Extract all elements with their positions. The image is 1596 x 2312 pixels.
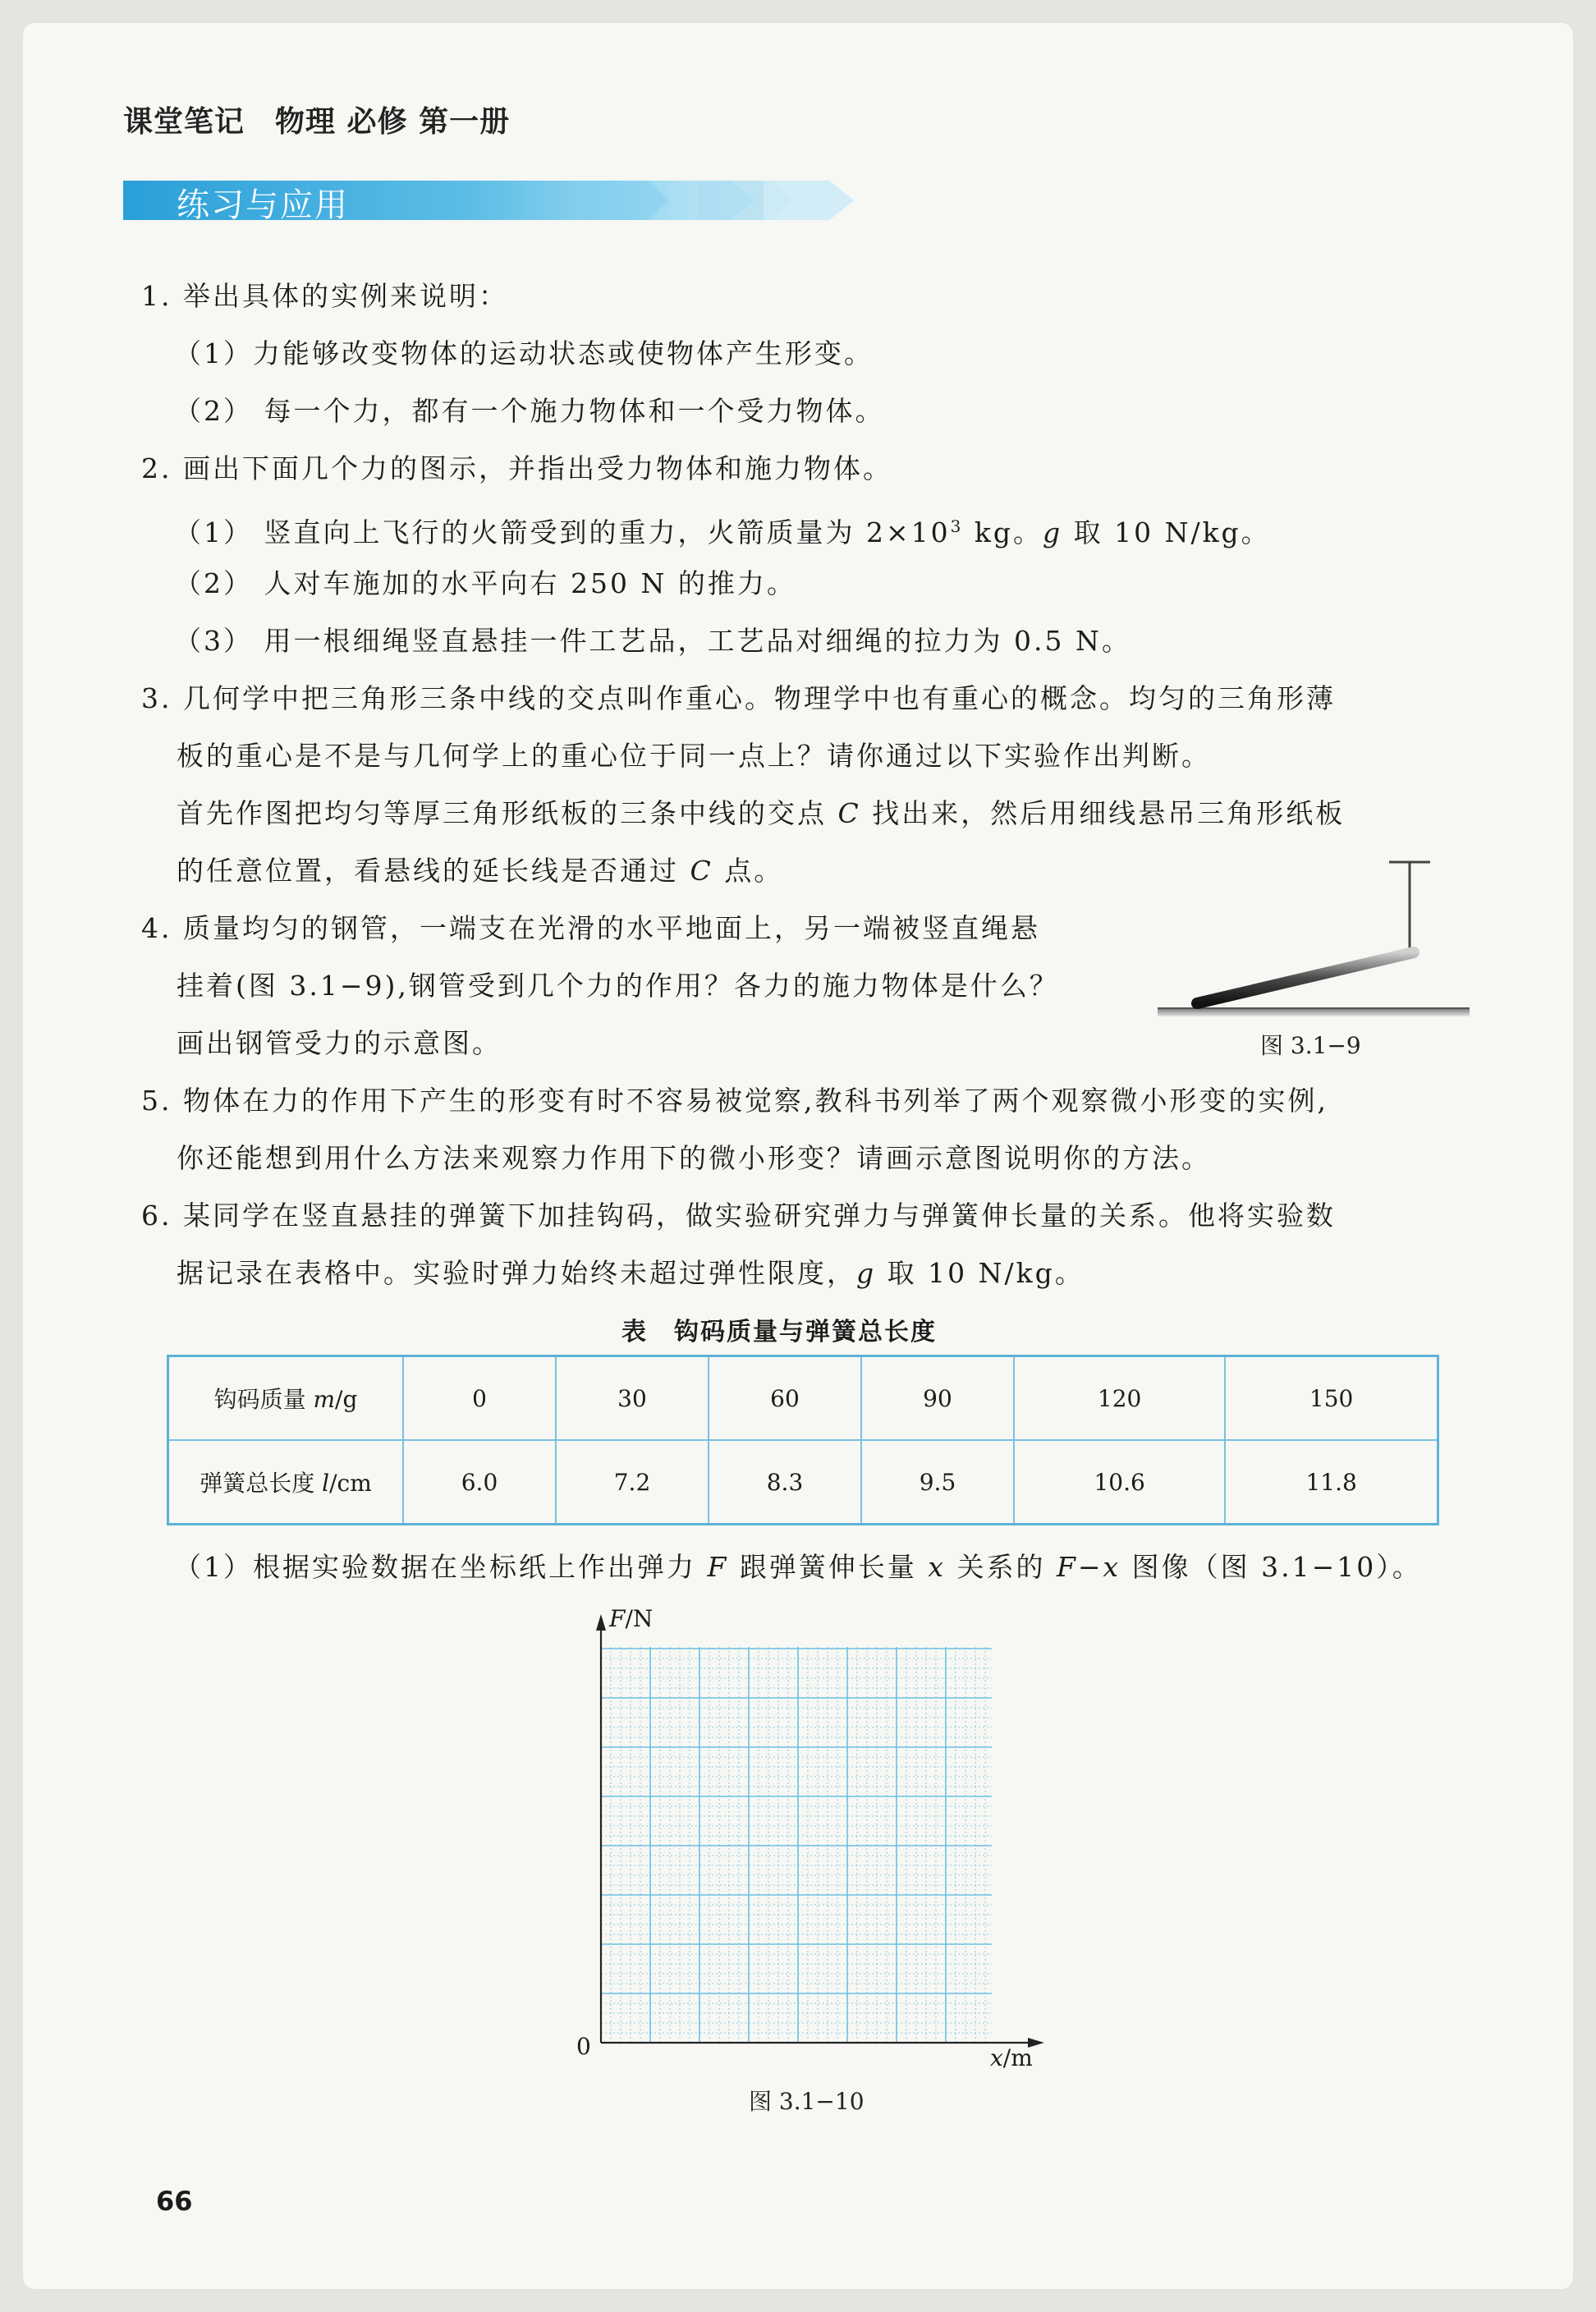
table-row <box>168 1440 1438 1525</box>
q4-line-2: 挂着(图 3.1−9),钢管受到几个力的作用？各力的施力物体是什么？ <box>177 970 1059 1002</box>
book-header: 课堂笔记 物理 必修 第一册 <box>123 105 511 139</box>
q6-line-2: 据记录在表格中。实验时弹力始终未超过弹性限度，g 取 10 N/kg。 <box>177 1257 1085 1289</box>
y-axis-label: F/N <box>609 1605 654 1632</box>
q1-stem: 1. 举出具体的实例来说明： <box>141 280 508 312</box>
q2-stem: 2. 画出下面几个力的图示，并指出受力物体和施力物体。 <box>141 452 892 484</box>
table-cell: 6.0 <box>403 1440 556 1525</box>
table-cell: 7.2 <box>556 1440 709 1525</box>
table-cell: 90 <box>861 1356 1014 1441</box>
figure-3-1-9-caption: 图 3.1−9 <box>1260 1032 1361 1059</box>
data-table <box>167 1355 1439 1525</box>
q3-line-1: 3. 几何学中把三角形三条中线的交点叫作重心。物理学中也有重心的概念。均匀的三角形薄 <box>141 682 1336 714</box>
x-axis-label: x/m <box>990 2044 1033 2071</box>
q3-line-4: 的任意位置，看悬线的延长线是否通过 C 点。 <box>177 855 784 887</box>
q6-line-1: 6. 某同学在竖直悬挂的弹簧下加挂钩码，做实验研究弹力与弹簧伸长量的关系。他将实验数 <box>141 1200 1336 1232</box>
row-header-length: 弹簧总长度 l/cm <box>168 1440 404 1525</box>
q6-sub-1: （1）根据实验数据在坐标纸上作出弹力 F 跟弹簧伸长量 x 关系的 F−x 图像（图 3.1−10）。 <box>174 1551 1422 1583</box>
y-axis-arrow-icon <box>596 1614 606 1631</box>
q5-line-1: 5. 物体在力的作用下产生的形变有时不容易被觉察,教科书列举了两个观察微小形变的实例, <box>141 1085 1328 1117</box>
q1-part-1: （1）力能够改变物体的运动状态或使物体产生形变。 <box>174 337 874 369</box>
table-cell: 10.6 <box>1014 1440 1225 1525</box>
q4-line-3: 画出钢管受力的示意图。 <box>177 1027 502 1059</box>
graph-paper <box>575 1608 1051 2067</box>
steel-pipe-figure <box>1149 854 1478 1018</box>
section-title: 练习与应用 <box>177 186 349 224</box>
page-number: 66 <box>156 2186 193 2217</box>
origin-label: 0 <box>576 2033 591 2060</box>
table-cell: 0 <box>403 1356 556 1441</box>
table-row <box>168 1356 1438 1441</box>
q4-line-1: 4. 质量均匀的钢管，一端支在光滑的水平地面上，另一端被竖直绳悬 <box>141 912 1040 944</box>
q2-part-2: （2） 人对车施加的水平向右 250 N 的推力。 <box>174 567 796 599</box>
q3-line-3: 首先作图把均匀等厚三角形纸板的三条中线的交点 C 找出来，然后用细线悬吊三角形纸板 <box>177 797 1346 829</box>
table-cell: 8.3 <box>709 1440 861 1525</box>
table-cell: 30 <box>556 1356 709 1441</box>
table-cell: 9.5 <box>861 1440 1014 1525</box>
row-header-mass: 钩码质量 m/g <box>168 1356 404 1441</box>
q2-part-1: （1） 竖直向上飞行的火箭受到的重力，火箭质量为 $2\times 10^3$ kg。g 取 10 N/kg。 <box>174 516 1271 548</box>
table-cell: 150 <box>1225 1356 1438 1441</box>
q2-part-3: （3） 用一根细绳竖直悬挂一件工艺品，工艺品对细绳的拉力为 0.5 N。 <box>174 625 1131 657</box>
q3-line-2: 板的重心是不是与几何学上的重心位于同一点上？请你通过以下实验作出判断。 <box>177 740 1211 772</box>
table-cell: 120 <box>1014 1356 1225 1441</box>
table-title: 表 钩码质量与弹簧总长度 <box>621 1318 937 1346</box>
q5-line-2: 你还能想到用什么方法来观察力作用下的微小形变？请画示意图说明你的方法。 <box>177 1142 1211 1174</box>
figure-3-1-10-caption: 图 3.1−10 <box>749 2088 864 2115</box>
q1-part-2: （2） 每一个力，都有一个施力物体和一个受力物体。 <box>174 395 885 427</box>
table-cell: 11.8 <box>1225 1440 1438 1525</box>
table-cell: 60 <box>709 1356 861 1441</box>
